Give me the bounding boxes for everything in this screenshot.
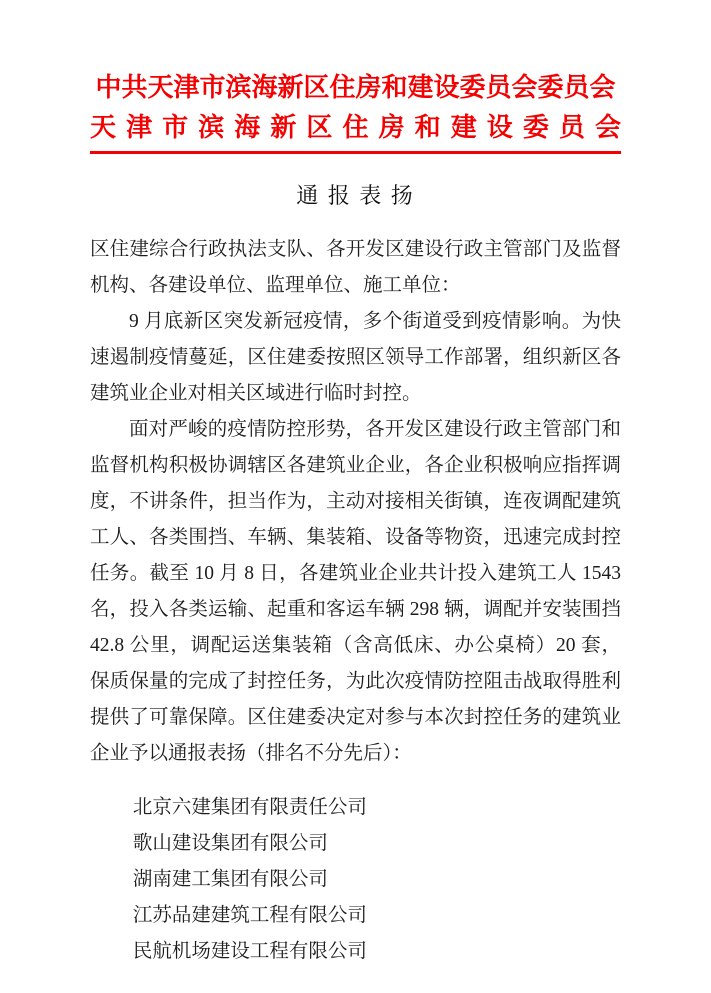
document-body: [90, 232, 621, 970]
company-item: 江苏品建建筑工程有限公司: [132, 905, 367, 926]
document-content: [90, 73, 621, 970]
salutation-paragraph: 区住建综合行政执法支队、各开发区建设行政主管部门及监督机构、各建设单位、监理单位、施工单位：: [90, 239, 621, 296]
document-letterhead: [90, 73, 621, 154]
commended-companies-list: [90, 790, 621, 970]
org-name-line2: 天津市滨海新区住房和建设委员会: [90, 113, 621, 142]
company-item: 北京六建集团有限责任公司: [132, 797, 367, 818]
company-item: 湖南建工集团有限公司: [132, 869, 328, 890]
company-item: 民航机场建设工程有限公司: [132, 941, 367, 962]
red-separator-line: [90, 151, 621, 154]
org-name-line1: 中共天津市滨海新区住房和建设委员会委员会: [95, 73, 616, 102]
company-item: 歌山建设集团有限公司: [132, 833, 328, 854]
body-paragraph-2: 面对严峻的疫情防控形势，各开发区建设行政主管部门和监督机构积极协调辖区各建筑业企业，各企业积极响应指挥调度，不讲条件，担当作为，主动对接相关街镇，连夜调配建筑工人、各类围挡、车辆、集装箱、设备等物资，迅速完成封控任务。截至 10 月 8 日，各建筑业企业共计投入建筑工人 1543 名，投入各类运输、起重和客运车辆 298 辆，调配并安装围挡 42.8 公里，调配运送集装箱（含高低床、办公桌椅）20 套，保质保量的完成了封控任务，为此次疫情防控阻击战取得胜利提供了可靠保障。区住建委决定对参与本次封控任务的建筑业企业予以通报表扬（排名不分先后）：: [90, 419, 621, 764]
body-paragraph-1: 9 月底新区突发新冠疫情，多个街道受到疫情影响。为快速遏制疫情蔓延，区住建委按照区领导工作部署，组织新区各建筑业企业对相关区域进行临时封控。: [90, 311, 621, 404]
document-title: 通 报 表 扬: [296, 183, 415, 208]
